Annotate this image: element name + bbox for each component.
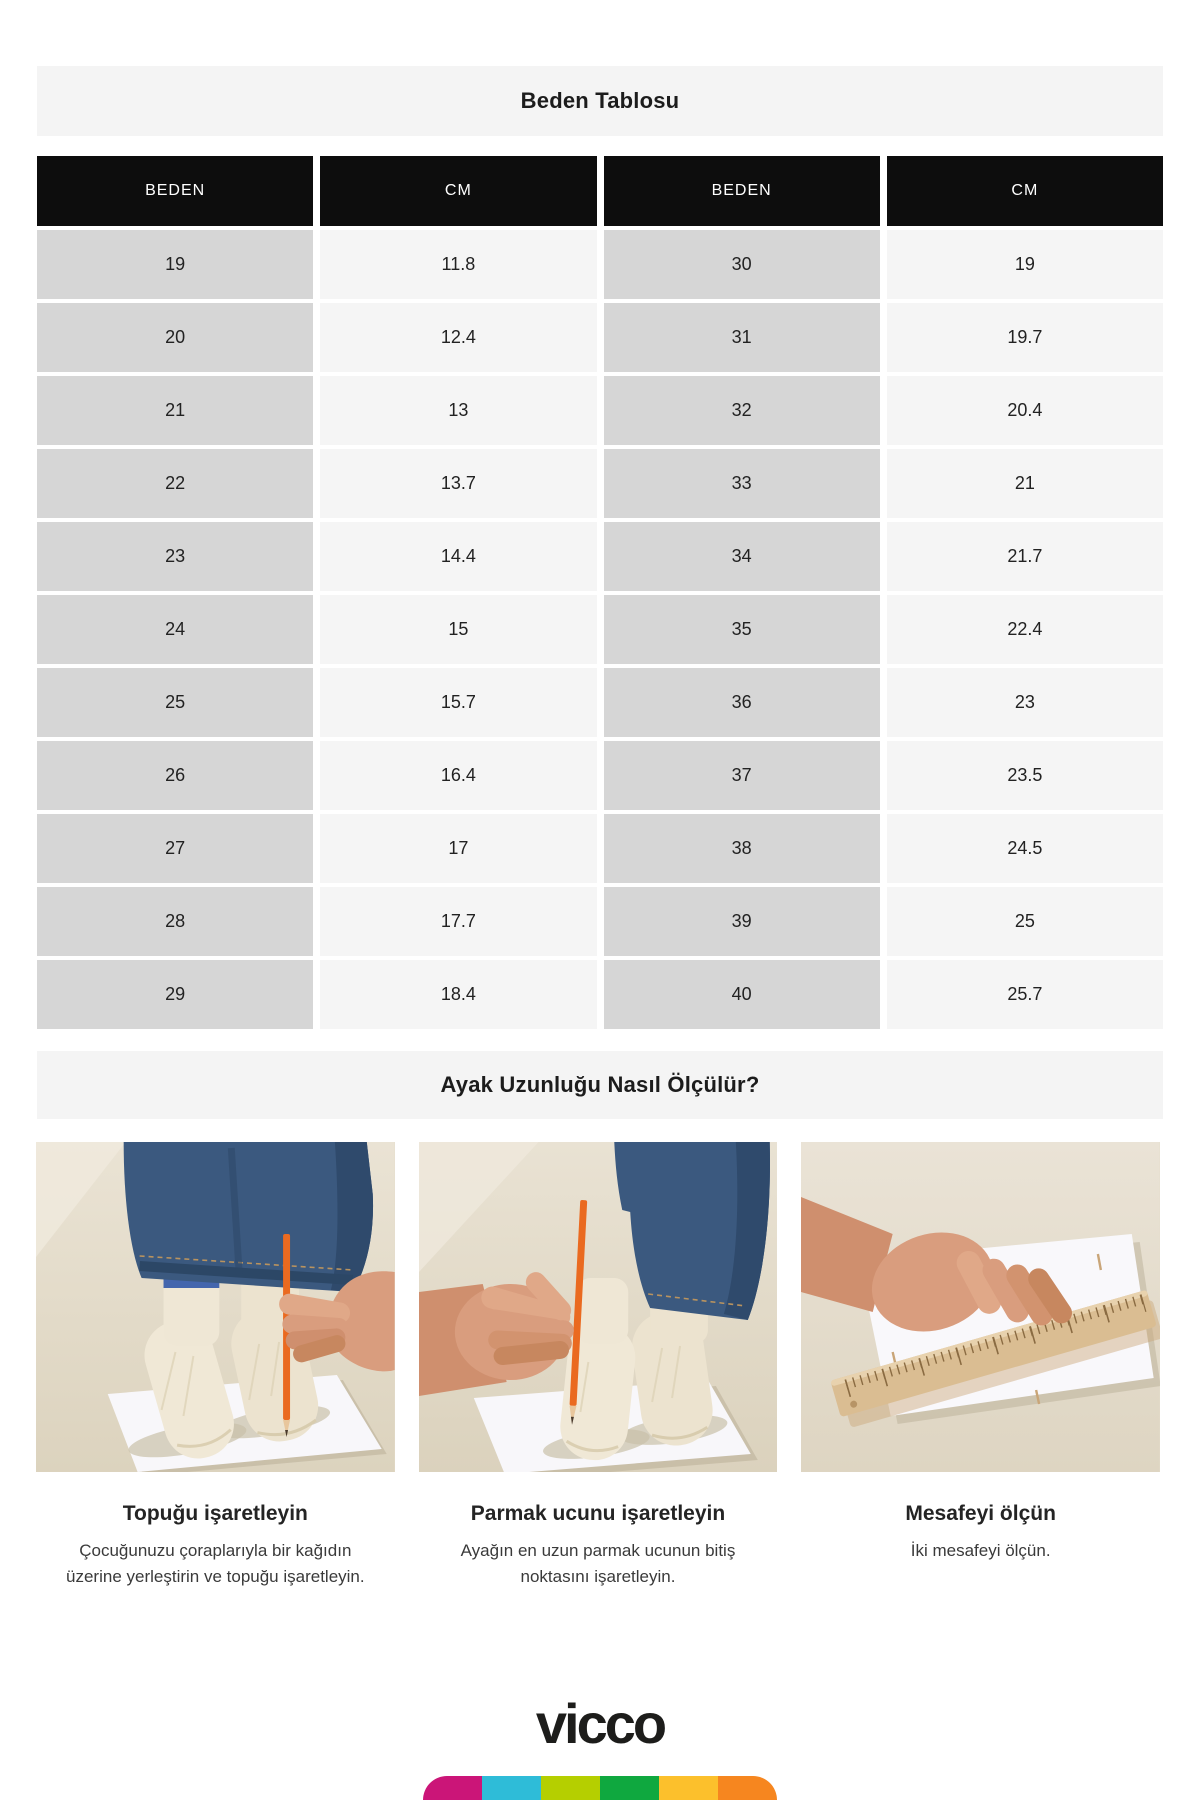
rainbow-segment xyxy=(600,1776,659,1800)
size-value-cell: 33 xyxy=(604,449,880,518)
cm-value-cell: 16.4 xyxy=(320,741,596,810)
size-value-cell: 20 xyxy=(37,303,313,372)
table-row xyxy=(37,814,1163,883)
cm-value-cell: 15 xyxy=(320,595,596,664)
table-row xyxy=(37,960,1163,1029)
table-row xyxy=(37,522,1163,591)
size-value-cell: 22 xyxy=(37,449,313,518)
step-heading: Mesafeyi ölçün xyxy=(905,1502,1056,1525)
step-caption-toe xyxy=(419,1472,778,1591)
table-row xyxy=(37,668,1163,737)
size-table-header xyxy=(37,156,1163,226)
cm-value-cell: 24.5 xyxy=(887,814,1163,883)
size-value-cell: 30 xyxy=(604,230,880,299)
cm-value-cell: 25 xyxy=(887,887,1163,956)
cm-value-cell: 17 xyxy=(320,814,596,883)
column-header-cm: CM xyxy=(320,156,596,226)
measure-section-title-band xyxy=(37,1051,1163,1119)
step-description: Çocuğunuzu çoraplarıyla bir kağıdın üzerine yerleştirin ve topuğu işaretleyin. xyxy=(66,1541,365,1587)
cm-value-cell: 22.4 xyxy=(887,595,1163,664)
size-value-cell: 32 xyxy=(604,376,880,445)
table-row xyxy=(37,230,1163,299)
cm-value-cell: 13 xyxy=(320,376,596,445)
size-chart-title: Beden Tablosu xyxy=(520,88,680,113)
size-value-cell: 38 xyxy=(604,814,880,883)
cm-value-cell: 21.7 xyxy=(887,522,1163,591)
cm-value-cell: 25.7 xyxy=(887,960,1163,1029)
mark-toe-photo xyxy=(419,1142,778,1472)
measure-step-captions xyxy=(36,1472,1160,1591)
rainbow-segment xyxy=(541,1776,600,1800)
vicco-logo: vicco xyxy=(535,1692,665,1755)
size-value-cell: 36 xyxy=(604,668,880,737)
size-value-cell: 40 xyxy=(604,960,880,1029)
size-value-cell: 23 xyxy=(37,522,313,591)
cm-value-cell: 12.4 xyxy=(320,303,596,372)
size-value-cell: 27 xyxy=(37,814,313,883)
size-table-body xyxy=(37,230,1163,1029)
rainbow-bar xyxy=(423,1776,777,1800)
table-row xyxy=(37,449,1163,518)
size-chart-title-band xyxy=(37,66,1163,136)
measure-step-photos xyxy=(36,1142,1160,1472)
size-value-cell: 39 xyxy=(604,887,880,956)
step-heading: Parmak ucunu işaretleyin xyxy=(470,1502,726,1525)
rainbow-segment xyxy=(659,1776,718,1800)
rainbow-segment xyxy=(718,1776,777,1800)
table-row xyxy=(37,303,1163,372)
cm-value-cell: 19 xyxy=(887,230,1163,299)
step-caption-measure xyxy=(801,1472,1160,1591)
size-value-cell: 29 xyxy=(37,960,313,1029)
table-row xyxy=(37,595,1163,664)
cm-value-cell: 23 xyxy=(887,668,1163,737)
column-header-beden: BEDEN xyxy=(37,156,313,226)
step-description: İki mesafeyi ölçün. xyxy=(910,1541,1051,1560)
size-value-cell: 28 xyxy=(37,887,313,956)
size-value-cell: 25 xyxy=(37,668,313,737)
size-table xyxy=(37,156,1163,1029)
size-value-cell: 24 xyxy=(37,595,313,664)
step-description: Ayağın en uzun parmak ucunun bitiş noktasını işaretleyin. xyxy=(460,1541,736,1587)
cm-value-cell: 13.7 xyxy=(320,449,596,518)
step-heading: Topuğu işaretleyin xyxy=(122,1502,308,1525)
cm-value-cell: 17.7 xyxy=(320,887,596,956)
cm-value-cell: 14.4 xyxy=(320,522,596,591)
rainbow-segment xyxy=(423,1776,482,1800)
mark-heel-photo xyxy=(36,1142,395,1472)
cm-value-cell: 20.4 xyxy=(887,376,1163,445)
size-value-cell: 21 xyxy=(37,376,313,445)
cm-value-cell: 11.8 xyxy=(320,230,596,299)
table-row xyxy=(37,887,1163,956)
column-header-beden: BEDEN xyxy=(604,156,880,226)
cm-value-cell: 18.4 xyxy=(320,960,596,1029)
measure-section-title: Ayak Uzunluğu Nasıl Ölçülür? xyxy=(440,1072,760,1097)
measure-distance-photo xyxy=(801,1142,1160,1472)
size-value-cell: 26 xyxy=(37,741,313,810)
size-value-cell: 37 xyxy=(604,741,880,810)
table-row xyxy=(37,741,1163,810)
size-value-cell: 35 xyxy=(604,595,880,664)
table-row xyxy=(37,376,1163,445)
cm-value-cell: 15.7 xyxy=(320,668,596,737)
size-value-cell: 31 xyxy=(604,303,880,372)
size-value-cell: 19 xyxy=(37,230,313,299)
cm-value-cell: 21 xyxy=(887,449,1163,518)
cm-value-cell: 19.7 xyxy=(887,303,1163,372)
column-header-cm: CM xyxy=(887,156,1163,226)
cm-value-cell: 23.5 xyxy=(887,741,1163,810)
rainbow-segment xyxy=(482,1776,541,1800)
step-caption-heel xyxy=(36,1472,395,1591)
size-value-cell: 34 xyxy=(604,522,880,591)
